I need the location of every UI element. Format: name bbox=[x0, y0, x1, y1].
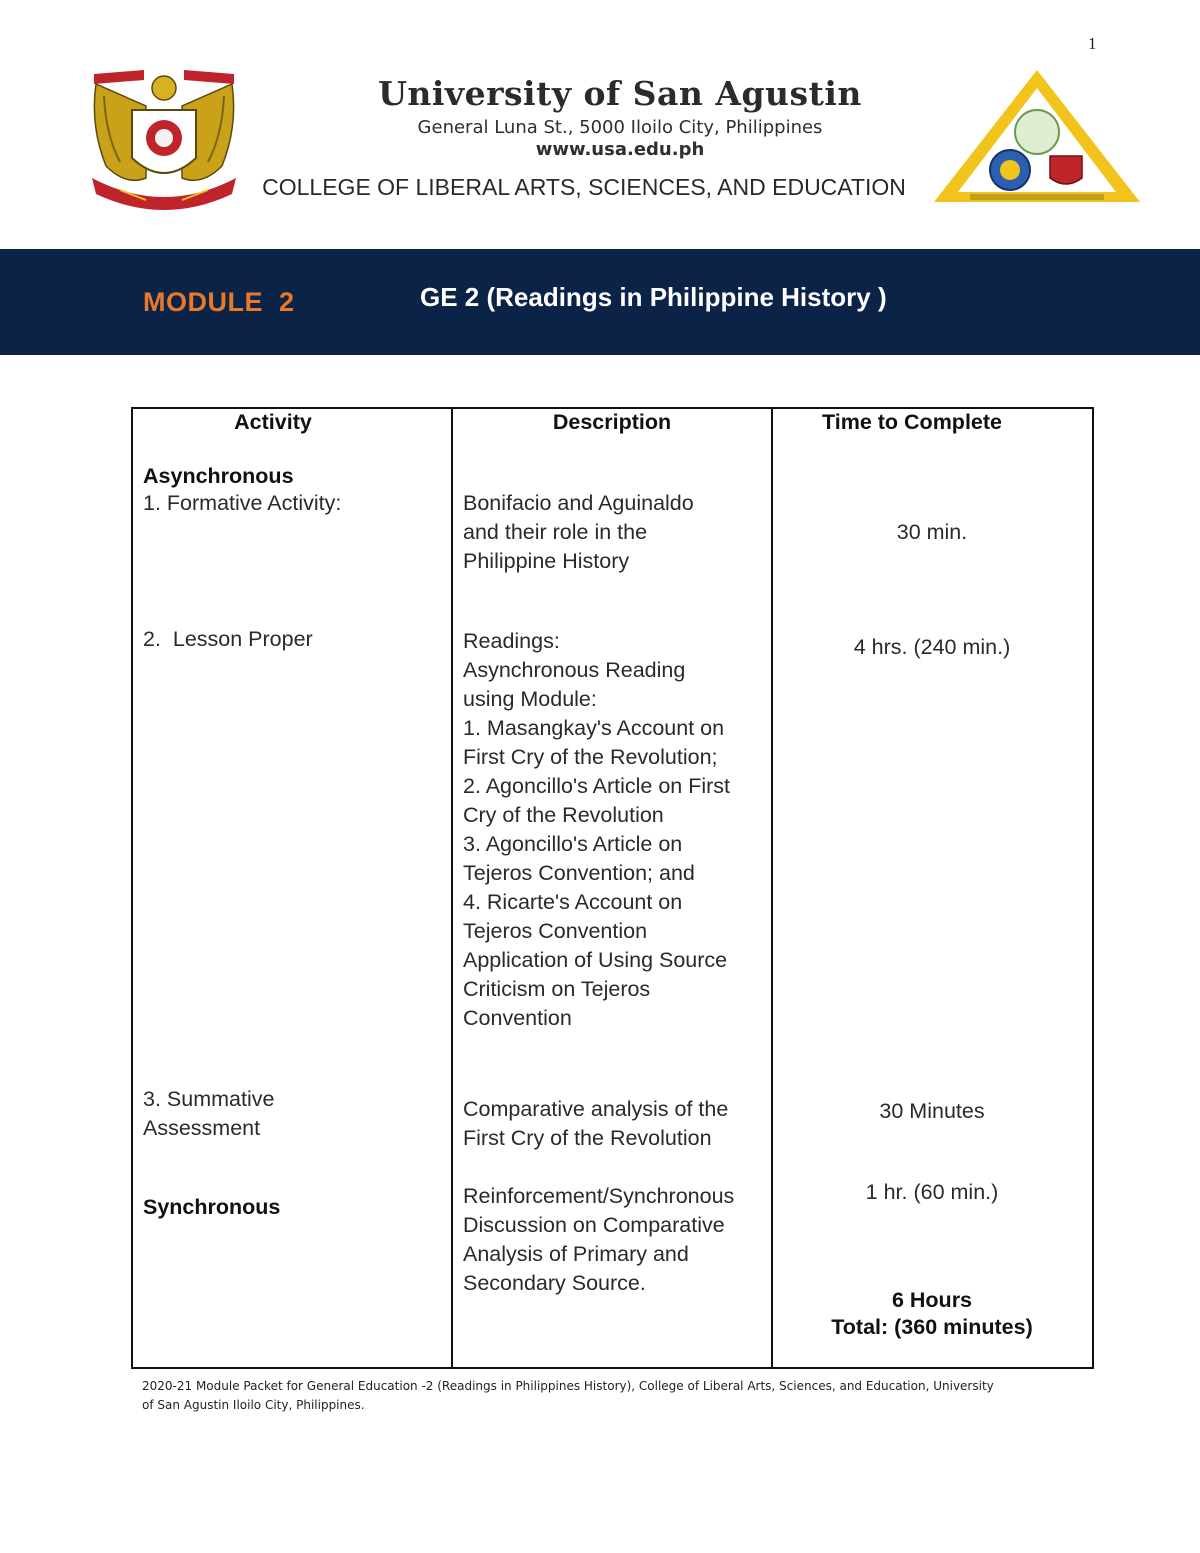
description-summative bbox=[463, 1095, 728, 1153]
synchronous-label: Synchronous bbox=[143, 1195, 281, 1219]
time-synchronous: 1 hr. (60 min.) bbox=[865, 1180, 999, 1204]
university-name: University of San Agustin bbox=[378, 74, 862, 113]
description-line: First Cry of the Revolution bbox=[463, 1126, 712, 1150]
description-line: Tejeros Convention; and bbox=[463, 861, 695, 885]
description-line: Philippine History bbox=[463, 549, 630, 573]
header-time: Time to Complete bbox=[822, 410, 1002, 434]
description-line: and their role in the bbox=[463, 520, 648, 544]
asynchronous-label: Asynchronous bbox=[143, 464, 294, 488]
page-number: 1 bbox=[1088, 34, 1097, 53]
time-summative: 30 Minutes bbox=[879, 1099, 985, 1123]
description-line: Analysis of Primary and bbox=[463, 1242, 689, 1266]
description-synchronous bbox=[463, 1182, 734, 1298]
total-minutes: Total: (360 minutes) bbox=[831, 1315, 1033, 1339]
footer-line: 2020-21 Module Packet for General Education -2 (Readings in Philippines History), College of Liberal Arts, Sciences, and Education, University bbox=[142, 1379, 994, 1393]
time-lesson-proper: 4 hrs. (240 min.) bbox=[853, 635, 1011, 659]
description-line: using Module: bbox=[463, 687, 597, 711]
description-lesson-proper bbox=[463, 627, 730, 1033]
description-line: Tejeros Convention bbox=[463, 919, 648, 943]
description-formative bbox=[463, 489, 694, 576]
description-line: First Cry of the Revolution; bbox=[463, 745, 718, 769]
university-website: www.usa.edu.ph bbox=[535, 139, 705, 160]
activity-formative: 1. Formative Activity: bbox=[143, 491, 342, 515]
description-line: Convention bbox=[463, 1006, 572, 1030]
time-formative: 30 min. bbox=[896, 520, 968, 544]
description-line: 3. Agoncillo's Article on bbox=[463, 832, 683, 856]
description-line: Comparative analysis of the bbox=[463, 1097, 729, 1121]
header-description: Description bbox=[552, 410, 672, 434]
description-line: Reinforcement/Synchronous bbox=[463, 1184, 735, 1208]
description-line: Cry of the Revolution bbox=[463, 803, 664, 827]
activity-lesson-proper: 2. Lesson Proper bbox=[143, 627, 313, 651]
header-activity: Activity bbox=[234, 410, 312, 434]
column-divider bbox=[771, 409, 773, 1367]
course-title: GE 2 (Readings in Philippine History ) bbox=[420, 282, 887, 312]
college-triangle-logo bbox=[930, 66, 1144, 206]
activity-summative-line: 3. Summative bbox=[143, 1087, 275, 1111]
module-label: MODULE 2 bbox=[143, 287, 295, 317]
description-line: Secondary Source. bbox=[463, 1271, 646, 1295]
description-line: 1. Masangkay's Account on bbox=[463, 716, 725, 740]
description-line: Application of Using Source bbox=[463, 948, 728, 972]
description-line: Criticism on Tejeros bbox=[463, 977, 651, 1001]
description-line: Readings: bbox=[463, 629, 560, 653]
description-line: 4. Ricarte's Account on bbox=[463, 890, 683, 914]
college-name: COLLEGE OF LIBERAL ARTS, SCIENCES, AND EDUCATION bbox=[262, 174, 906, 200]
page-footer bbox=[142, 1377, 1062, 1415]
footer-line: of San Agustin Iloilo City, Philippines. bbox=[142, 1398, 365, 1412]
description-line: 2. Agoncillo's Article on First bbox=[463, 774, 730, 798]
description-line: Asynchronous Reading bbox=[463, 658, 686, 682]
activity-summative-line: Assessment bbox=[143, 1116, 261, 1140]
total-hours: 6 Hours bbox=[891, 1288, 973, 1312]
activity-summative bbox=[143, 1085, 274, 1143]
description-line: Bonifacio and Aguinaldo bbox=[463, 491, 694, 515]
column-divider bbox=[451, 409, 453, 1367]
university-address: General Luna St., 5000 Iloilo City, Philippines bbox=[417, 117, 823, 138]
description-line: Discussion on Comparative bbox=[463, 1213, 725, 1237]
